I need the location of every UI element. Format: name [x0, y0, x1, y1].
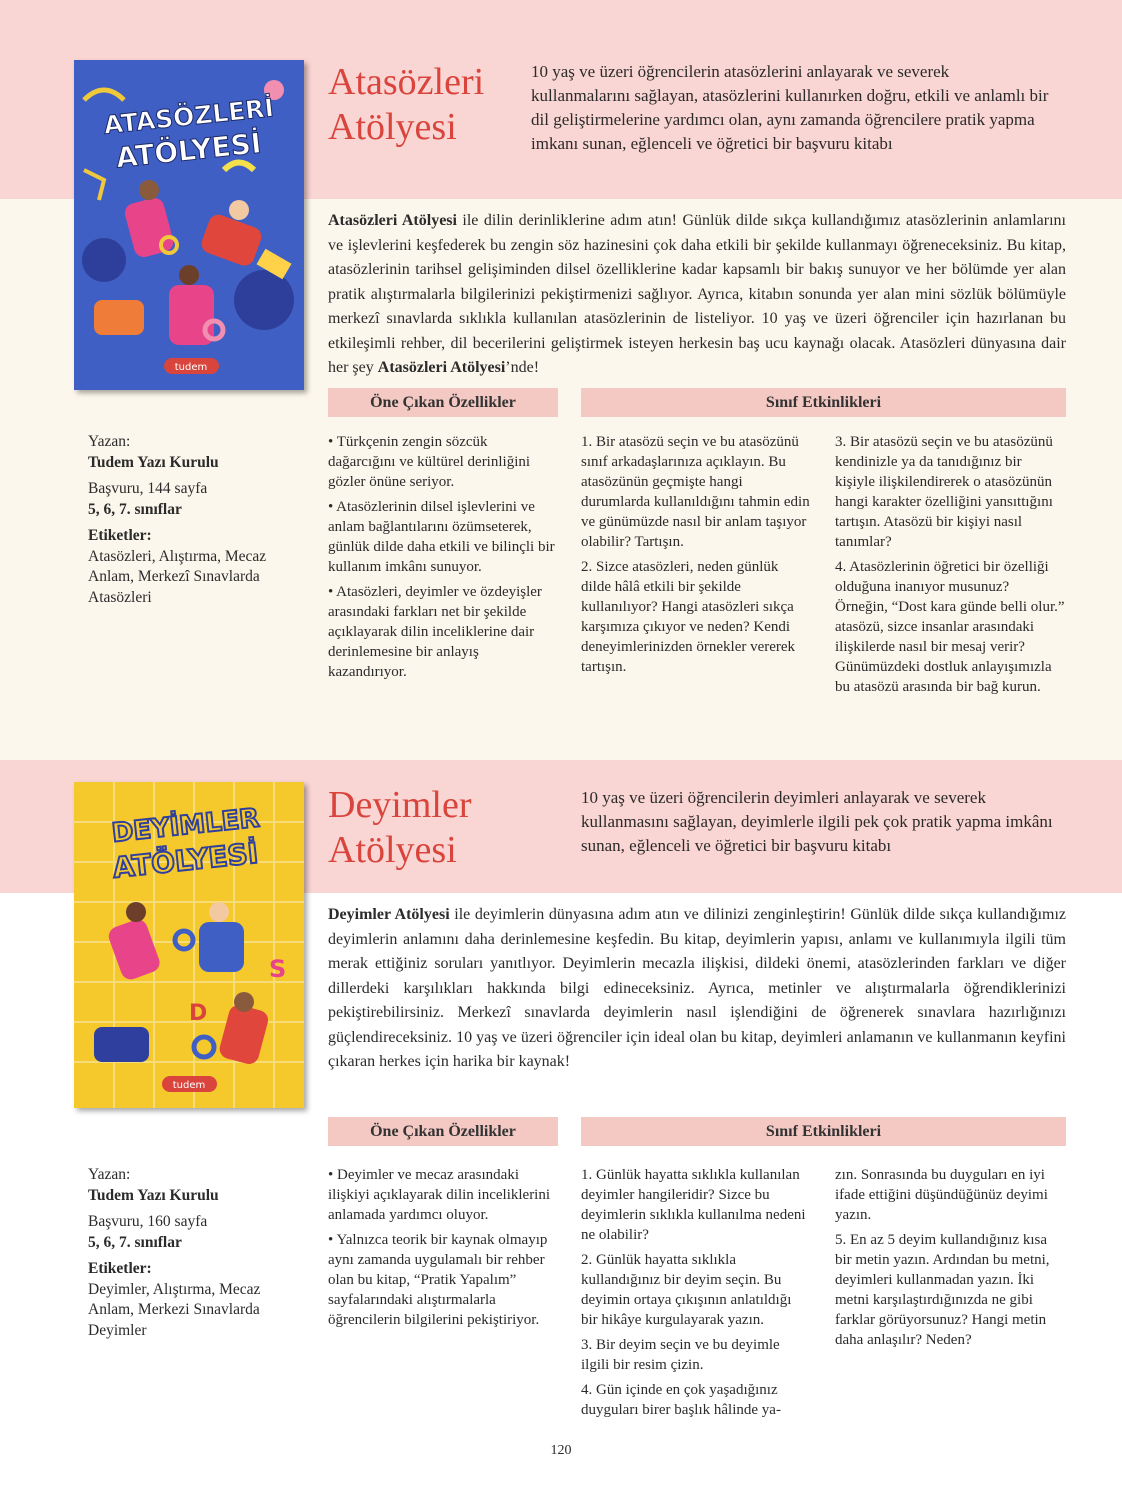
- feature-item: • Atasözleri, deyimler ve özdeyişler arasındaki farkları net bir şekilde açıklayarak dilin inceliklerine dair derinlemesine bir anlayış kazandırıyor.: [328, 584, 542, 680]
- description-lead: Atasözleri Atölyesi: [328, 212, 457, 229]
- activity-item: 1. Bir atasözü seçin ve bu atasözünü sınıf arkadaşlarınıza açıklayın. Bu atasözünün geçmişte hangi durumlarda kullanıldığını tahmin edin ve günümüzde nasıl bir anlam taşıyor olabilir? Tartışın.: [581, 434, 810, 550]
- cover-title-line1: ATASÖZLERİ: [102, 93, 276, 140]
- book-title: [328, 60, 484, 150]
- activities-header: Sınıf Etkinlikleri: [581, 388, 1066, 417]
- author-label: Yazan:: [88, 433, 131, 450]
- activity-item: 1. Günlük hayatta sıklıkla kullanılan deyimler hangileridir? Sizce bu deyimlerin sıklıkla kullanılma nedeni ne olabilir?: [581, 1167, 806, 1243]
- activity-item: 3. Bir deyim seçin ve bu deyimle ilgili bir resim çizin.: [581, 1337, 780, 1373]
- activity-item: 3. Bir atasözü seçin ve bu atasözünü kendinizle ya da tanıdığınız bir kişiyle ilişkilendirerek o atasözünün hangi karakter özelliğini yansıttığını tartışın. Atasözü bir kişiyi nasıl tanımlar?: [835, 434, 1053, 550]
- svg-text:S: S: [269, 955, 287, 983]
- publisher-logo: tudem: [172, 1080, 206, 1091]
- book-tagline: 10 yaş ve üzeri öğrencilerin atasözlerini anlayarak ve severek kullanmalarını sağlayan, atasözlerini kullanırken doğru, etkili ve anlamlı bir dil geliştirmelerine yardımcı olan, aynı zamanda öğrencilere pratik yapma imkanı sunan, eğlenceli ve öğretici bir başvuru kitabı: [531, 62, 1049, 153]
- features-list: [328, 1165, 556, 1335]
- tags: Deyimler, Alıştırma, Mecaz Anlam, Merkezi Sınavlarda Deyimler: [88, 1280, 261, 1339]
- author-label: Yazan:: [88, 1166, 131, 1183]
- book-info: Başvuru, 144 sayfa: [88, 480, 208, 497]
- tags-label: Etiketler:: [88, 527, 152, 544]
- feature-item: • Atasözlerinin dilsel işlevlerini ve anlam bağlantılarını özümseterek, günlük dilde daha etkili ve bilinçli bir kullanım imkânı sunuyor.: [328, 499, 555, 575]
- features-header: Öne Çıkan Özellikler: [328, 1117, 558, 1146]
- atasozleri-book-cover[interactable]: [74, 60, 304, 390]
- cover-title-line1: DEYİMLER: [110, 803, 261, 849]
- book-description: [328, 903, 1066, 1075]
- feature-item: • Yalnızca teorik bir kaynak olmayıp aynı zamanda uygulamalı bir rehber olan bu kitap, “Pratik Yapalım” sayfalarındaki alıştırmalarla öğrencilerin bilgilerini pekiştiriyor.: [328, 1232, 548, 1328]
- features-header: Öne Çıkan Özellikler: [328, 388, 558, 417]
- author: Tudem Yazı Kurulu: [88, 1186, 219, 1204]
- cover-title-line2: ATÖLYESİ: [111, 836, 260, 885]
- activity-item: 5. En az 5 deyim kullandığınız kısa bir metin yazın. Ardından bu metni, deyimleri kullanmadan yazın. İki metni karşılaştırdığınızda ne gibi farklar görüyorsunuz? Hangi metin daha anlaşılır? Neden?: [835, 1232, 1050, 1348]
- activities-column-a: [581, 1165, 811, 1425]
- activities-column-a: [581, 432, 811, 682]
- activities-header: Sınıf Etkinlikleri: [581, 1117, 1066, 1146]
- features-list: [328, 432, 556, 687]
- feature-item: • Deyimler ve mecaz arasındaki ilişkiyi açıklayarak dilin inceliklerini anlamada yardımcı oluyor.: [328, 1167, 551, 1223]
- page-number: 120: [550, 1443, 572, 1458]
- grades: 5, 6, 7. sınıflar: [88, 500, 182, 518]
- activity-item: 4. Atasözlerinin öğretici bir özelliği olduğuna inanıyor musunuz? Örneğin, “Dost kara günde belli olur.” atasözü, sizce insanlar arasındaki ilişkilerde nasıl bir mesaj verir? Günümüzdeki dostluk anlayışımızla bu atasözü arasında bir bağ kurun.: [835, 559, 1065, 695]
- book-info: Başvuru, 160 sayfa: [88, 1213, 208, 1230]
- grades: 5, 6, 7. sınıflar: [88, 1233, 182, 1251]
- description-bold-end: Atasözleri Atölyesi: [377, 359, 506, 376]
- book-tagline: 10 yaş ve üzeri öğrencilerin deyimleri anlayarak ve severek kullanmasını sağlayan, deyimlerle ilgili pek çok pratik yapma imkânı sunan, eğlenceli ve öğretici bir başvuru kitabı: [581, 788, 1053, 855]
- activities-column-b: [835, 1165, 1065, 1355]
- book-meta: [88, 432, 288, 608]
- book-title-line1: Deyimler: [328, 784, 472, 826]
- description-body: ile dilin derinliklerine adım atın! Günlük dilde sıkça kullandığımız atasözlerinin anlamlarını ve işlevlerini keşfederek bu zengin söz hazinesini çok daha etkili bir şekilde kullanmayı öğreneceksiniz. Bu kitap, atasözlerinin tarihsel gelişiminden dilsel özelliklerine kadar kapsamlı bir bakış sunuyor ve her bölümde yer alan pratik alıştırmalarla bilgilerinizi pekiştirmenizi sağlıyor. Ayrıca, kitabın sonunda yer alan mini sözlük bölümüyle merkezî sınavlarda sıklıkla kullanılan atasözlerinin de listeliyor. 10 yaş ve üzeri öğrenciler için hazırlanan bu etkileşimli rehber, dil becerilerini geliştirmek isteyen herkesin baş ucu kaynağı olacak. Atasözleri dünyasına dair her şey: [328, 212, 1066, 376]
- activity-item: 2. Günlük hayatta sıklıkla kullandığınız bir deyim seçin. Bu deyimin ortaya çıkışının anlatıldığı bir hikâye kurgulayarak yazın.: [581, 1252, 792, 1328]
- book-meta: [88, 1165, 288, 1341]
- book-title: [328, 783, 472, 873]
- activity-item: 4. Gün içinde en çok yaşadığınız duyguları birer başlık hâlinde ya-: [581, 1382, 781, 1418]
- feature-item: • Türkçenin zengin sözcük dağarcığını ve kültürel derinliğini gözler önüne seriyor.: [328, 434, 531, 490]
- author: Tudem Yazı Kurulu: [88, 453, 219, 471]
- description-body: ile deyimlerin dünyasına adım atın ve dilinizi zenginleştirin! Günlük dilde sıkça kullandığımız deyimlerin anlamını daha derinlemesine keşfedin. Bu kitap, deyimlerin yapısı, anlamı ve kullanımıyla ilgili tüm merak ettiğiniz soruları yanıtlıyor. Deyimlerin mecazla ilişkisi, dildeki önemi, atasözlerinden farkları ve diğer dillerdeki karşılıkları hakkında bilgi edineceksiniz. Ayrıca, metinler ve alıştırmalarla öğrendiklerinizi pekiştirebilirsiniz. Merkezî sınavlarda deyimlerin nasıl işlendiğini de öğrenerek sınavlara hazırlığınızı güçlendireceksiniz. 10 yaş ve üzeri öğrenciler için ideal olan bu kitap, deyimleri anlamanın ve kullanmanın keyfini çıkaran herkes için harika bir kaynak!: [328, 906, 1067, 1070]
- publisher-logo: tudem: [174, 362, 208, 373]
- activity-item: 2. Sizce atasözleri, neden günlük dilde hâlâ etkili bir şekilde kullanılıyor? Hangi atasözleri sıkça karşımıza çıkıyor ve neden? Kendi deneyimlerinizden örnekler vererek tartışın.: [581, 559, 796, 675]
- book-description: [328, 209, 1066, 381]
- description-lead: Deyimler Atölyesi: [328, 906, 450, 923]
- book-title-line1: Atasözleri: [328, 61, 485, 103]
- book-title-line2: Atölyesi: [328, 106, 457, 148]
- svg-text:D: D: [189, 1001, 208, 1026]
- tags: Atasözleri, Alıştırma, Mecaz Anlam, Merkezî Sınavlarda Atasözleri: [88, 547, 267, 606]
- deyimler-book-cover[interactable]: [74, 782, 304, 1108]
- description-suffix: ’nde!: [505, 359, 540, 376]
- tags-label: Etiketler:: [88, 1260, 152, 1277]
- activity-item: zın. Sonrasında bu duyguları en iyi ifade ettiğini düşündüğünüz deyimi yazın.: [835, 1167, 1048, 1223]
- book-title-line2: Atölyesi: [328, 829, 457, 871]
- activities-column-b: [835, 432, 1065, 702]
- cover-title-line2: ATÖLYESİ: [114, 126, 263, 175]
